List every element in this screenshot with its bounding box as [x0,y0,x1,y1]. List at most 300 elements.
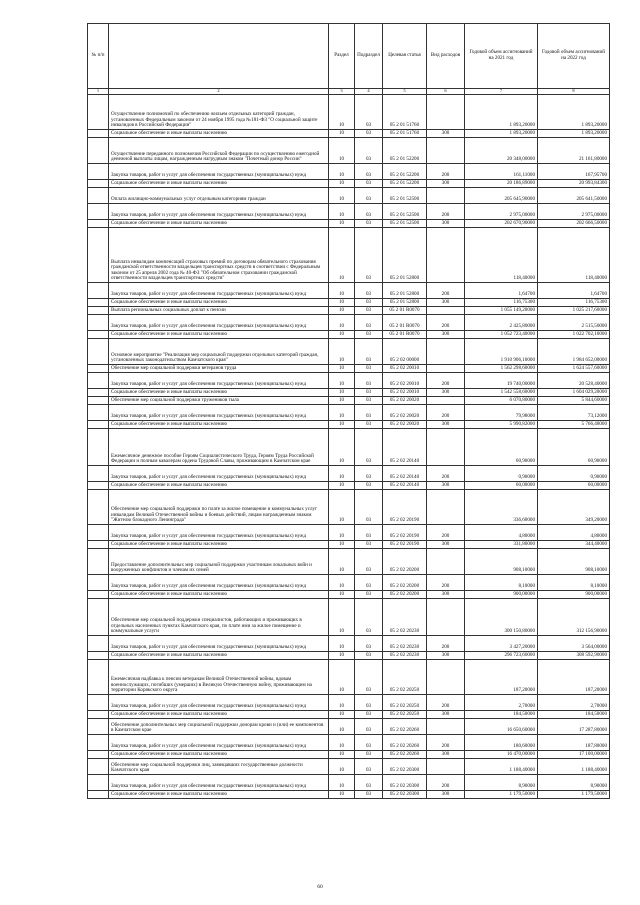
row-celevaya: 05 2 01 52200 [383,164,427,180]
row-2022: 1 984 652,00000 [538,339,610,365]
header-2021: Годовой объем ассигнований на 2021 год [465,24,538,89]
row-razdel: 10 [329,549,355,575]
row-podrazdel: 03 [355,775,383,791]
row-2021: 205 645,90000 [465,188,538,204]
table-row [88,397,610,405]
table-row [88,373,610,389]
row-razdel: 10 [329,130,355,138]
table-row [88,575,610,591]
row-celevaya: 05 2 02 20010 [383,365,427,373]
row-2021: 180,60000 [465,735,538,751]
row-razdel: 10 [329,652,355,660]
row-podrazdel: 03 [355,339,383,365]
row-num [88,164,109,180]
row-2022: 187,20000 [538,660,610,695]
table-row [88,164,610,180]
row-2022: 1 179,50000 [538,791,610,799]
row-celevaya: 05 2 02 20190 [383,490,427,525]
table-row [88,599,610,636]
row-num [88,591,109,599]
row-2022: 167,95700 [538,164,610,180]
row-podrazdel: 03 [355,220,383,228]
row-num [88,759,109,775]
header-num: № п/п [88,24,109,89]
row-num [88,228,109,283]
row-vid: 300 [427,652,465,660]
row-2022: 184,50000 [538,711,610,719]
row-num [88,130,109,138]
row-vid: 200 [427,525,465,541]
header-vid: Вид расходов [427,24,465,89]
budget-table-sheet [87,23,609,799]
row-2022: 17 287,80000 [538,719,610,735]
col-index: 4 [355,89,383,95]
row-podrazdel: 03 [355,95,383,130]
row-2022: 900,00000 [538,591,610,599]
row-name: Ежемесячное денежное пособие Героям Социалистического Труда, Героям Труда Российской Федерации и полным кавалерам ордена Трудовой Славы, проживающим в Камчатском крае [109,429,329,466]
row-vid [427,719,465,735]
row-razdel: 10 [329,695,355,711]
row-name: Закупка товаров, работ и услуг для обеспечения государственных (муниципальных) нужд [109,525,329,541]
row-razdel: 10 [329,373,355,389]
row-2021: 4,80000 [465,525,538,541]
row-num [88,541,109,549]
row-podrazdel: 03 [355,405,383,421]
row-2022: 1 022 702,10000 [538,331,610,339]
row-num [88,299,109,307]
row-name: Закупка товаров, работ и услуг для обеспечения государственных (муниципальных) нужд [109,283,329,299]
row-celevaya: 05 2 02 20140 [383,429,427,466]
row-razdel: 10 [329,719,355,735]
row-name: Социальное обеспечение и иные выплаты населению [109,331,329,339]
row-podrazdel: 03 [355,204,383,220]
table-row [88,759,610,775]
row-celevaya: 05 2 02 20190 [383,525,427,541]
row-vid: 300 [427,541,465,549]
row-name: Выплата региональных социальных доплат к пенсии [109,307,329,315]
row-name: Социальное обеспечение и иные выплаты населению [109,652,329,660]
row-2021: 1 052 723,40000 [465,331,538,339]
row-num [88,331,109,339]
table-row [88,228,610,283]
row-num [88,652,109,660]
row-num [88,711,109,719]
row-podrazdel: 03 [355,365,383,373]
row-razdel: 10 [329,751,355,759]
row-vid: 200 [427,735,465,751]
row-razdel: 10 [329,365,355,373]
row-name: Ежемесячная надбавка к пенсии ветеранам Великой Отечественной войны, вдовам военнослужащих, погибших (умерших) в Великую Отечественную войну, проживающим на территории Корякского округа [109,660,329,695]
table-row [88,719,610,735]
row-2022: 1,64700 [538,283,610,299]
row-num [88,180,109,188]
row-vid [427,599,465,636]
row-celevaya: 05 2 01 51760 [383,130,427,138]
row-vid [427,397,465,405]
row-num [88,405,109,421]
row-2021: 116,75300 [465,299,538,307]
page-number: 60 [317,884,323,890]
row-razdel: 10 [329,299,355,307]
row-2022: 1 025 217,60000 [538,307,610,315]
row-name: Социальное обеспечение и иные выплаты населению [109,751,329,759]
row-name: Осуществление переданного полномочия Российской Федерации по осуществлению ежегодной денежной выплаты лицам, награжденным нагрудным знаком "Почетный донор России" [109,138,329,164]
row-2021: 2 975,00000 [465,204,538,220]
row-razdel: 10 [329,482,355,490]
table-row [88,421,610,429]
row-celevaya: 05 2 01 52800 [383,283,427,299]
row-celevaya: 05 2 02 20190 [383,541,427,549]
row-2021: 300 150,80000 [465,599,538,636]
table-row [88,591,610,599]
row-name: Обеспечение мер социальной поддержки лиц, замещавших государственные должности Камчатского края [109,759,329,775]
header-celevaya: Целевая статья [383,24,427,89]
table-row [88,339,610,365]
row-num [88,421,109,429]
row-podrazdel: 03 [355,549,383,575]
row-celevaya: 05 2 02 20140 [383,482,427,490]
row-razdel: 10 [329,389,355,397]
row-razdel: 10 [329,490,355,525]
row-podrazdel: 03 [355,466,383,482]
row-name: Социальное обеспечение и иные выплаты населению [109,591,329,599]
row-celevaya: 05 2 02 20250 [383,660,427,695]
row-podrazdel: 03 [355,315,383,331]
table-row [88,660,610,695]
row-2021: 16 470,00000 [465,751,538,759]
row-2022: 205 641,50000 [538,188,610,204]
row-vid: 300 [427,421,465,429]
row-2021: 3 427,20000 [465,636,538,652]
row-2021: 908,10000 [465,549,538,575]
row-razdel: 10 [329,405,355,421]
row-razdel: 10 [329,575,355,591]
table-row [88,405,610,421]
row-2022: 349,20000 [538,490,610,525]
row-2021: 900,00000 [465,591,538,599]
row-celevaya: 05 2 01 R0070 [383,331,427,339]
row-2021: 187,20000 [465,660,538,695]
row-2021: 6 070,80000 [465,397,538,405]
row-name: Закупка товаров, работ и услуг для обеспечения государственных (муниципальных) нужд [109,164,329,180]
row-name: Закупка товаров, работ и услуг для обеспечения государственных (муниципальных) нужд [109,636,329,652]
row-razdel: 10 [329,164,355,180]
row-razdel: 10 [329,339,355,365]
row-2022: 20 993,84300 [538,180,610,188]
row-razdel: 10 [329,591,355,599]
row-podrazdel: 03 [355,735,383,751]
row-celevaya: 05 2 02 20140 [383,466,427,482]
row-num [88,307,109,315]
row-2021: 1 188,40000 [465,759,538,775]
table-row [88,365,610,373]
row-2021: 19 740,00000 [465,373,538,389]
header-podrazdel: Подраздел [355,24,383,89]
row-name: Социальное обеспечение и иные выплаты населению [109,180,329,188]
row-podrazdel: 03 [355,599,383,636]
row-num [88,599,109,636]
row-podrazdel: 03 [355,373,383,389]
row-2022: 1 893,20000 [538,95,610,130]
row-razdel: 10 [329,541,355,549]
col-index: 3 [329,89,355,95]
row-podrazdel: 03 [355,660,383,695]
row-num [88,339,109,365]
row-name: Закупка товаров, работ и услуг для обеспечения государственных (муниципальных) нужд [109,775,329,791]
row-num [88,751,109,759]
row-celevaya: 05 2 01 R0070 [383,307,427,315]
header-name [109,24,329,89]
row-podrazdel: 03 [355,791,383,799]
row-razdel: 10 [329,307,355,315]
table-row [88,331,610,339]
row-razdel: 10 [329,711,355,719]
row-vid: 200 [427,315,465,331]
row-vid [427,429,465,466]
col-index: 1 [88,89,109,95]
table-row [88,180,610,188]
row-2022: 20 528,40000 [538,373,610,389]
row-podrazdel: 03 [355,228,383,283]
row-name: Основное мероприятие "Реализация мер социальной поддержки отдельных категорий граждан, установленных законодательством Камчатского края" [109,339,329,365]
row-2022: 1 188,40000 [538,759,610,775]
row-name: Закупка товаров, работ и услуг для обеспечения государственных (муниципальных) нужд [109,695,329,711]
row-name: Обеспечение мер социальной поддержки по плате за жилое помещение и коммунальных услуг инвалидам Великой Отечественной войны и боевых действий, лицам награжденным знаком "Жителю блокадного Ленинграда" [109,490,329,525]
col-index: 2 [109,89,329,95]
row-2021: 8,10000 [465,575,538,591]
row-2022: 202 666,50000 [538,220,610,228]
row-celevaya: 05 2 02 20250 [383,711,427,719]
row-2022: 187,80000 [538,735,610,751]
row-2022: 2 515,50000 [538,315,610,331]
header-2022: Годовой объем ассигнований на 2022 год [538,24,610,89]
row-celevaya: 05 2 02 20300 [383,759,427,775]
row-num [88,429,109,466]
table-row [88,636,610,652]
row-2021: 118,40000 [465,228,538,283]
table-row [88,541,610,549]
row-2022: 312 156,90000 [538,599,610,636]
row-celevaya: 05 2 02 20200 [383,575,427,591]
row-podrazdel: 03 [355,331,383,339]
row-2022: 1 624 557,60000 [538,365,610,373]
row-2021: 60,00000 [465,482,538,490]
col-index: 5 [383,89,427,95]
row-vid [427,365,465,373]
table-row [88,188,610,204]
table-row [88,549,610,575]
row-2021: 1 910 906,10000 [465,339,538,365]
row-podrazdel: 03 [355,575,383,591]
row-vid [427,759,465,775]
row-2022: 21 161,80000 [538,138,610,164]
row-num [88,365,109,373]
row-podrazdel: 03 [355,652,383,660]
row-celevaya: 05 2 02 20250 [383,695,427,711]
row-name: Обеспечение мер социальной поддержки специалистов, работающих и проживающих в отдельных населенных пунктах Камчатского края, по плате ими за жилое помещение и коммунальные услуги [109,599,329,636]
row-celevaya: 05 2 02 20010 [383,373,427,389]
row-celevaya: 05 2 01 52500 [383,188,427,204]
row-podrazdel: 03 [355,482,383,490]
row-razdel: 10 [329,660,355,695]
row-celevaya: 05 2 02 20020 [383,421,427,429]
row-vid: 300 [427,591,465,599]
row-name: Обеспечение дополнительных мер социальной поддержки донорам крови и (или) ее компонентов в Камчатском крае [109,719,329,735]
table-row [88,775,610,791]
row-podrazdel: 03 [355,283,383,299]
table-row [88,130,610,138]
row-vid: 200 [427,204,465,220]
row-celevaya: 05 2 02 20230 [383,652,427,660]
row-2022: 3 564,00000 [538,636,610,652]
table-row [88,482,610,490]
row-vid: 200 [427,283,465,299]
row-razdel: 10 [329,315,355,331]
row-vid [427,660,465,695]
row-podrazdel: 03 [355,164,383,180]
row-num [88,138,109,164]
row-num [88,775,109,791]
row-podrazdel: 03 [355,130,383,138]
row-podrazdel: 03 [355,759,383,775]
col-index: 7 [465,89,538,95]
row-num [88,735,109,751]
table-row [88,751,610,759]
row-name: Закупка товаров, работ и услуг для обеспечения государственных (муниципальных) нужд [109,735,329,751]
row-vid: 200 [427,695,465,711]
row-num [88,220,109,228]
row-vid [427,549,465,575]
row-num [88,575,109,591]
table-row [88,652,610,660]
row-name: Обеспечение мер социальной поддержки ветеранов труда [109,365,329,373]
row-celevaya: 05 2 02 20230 [383,599,427,636]
row-2022: 2,70000 [538,695,610,711]
row-name: Оплата жилищно-коммунальных услуг отдельным категориям граждан [109,188,329,204]
row-2021: 1 893,20000 [465,130,538,138]
row-podrazdel: 03 [355,541,383,549]
row-name: Осуществление полномочий по обеспечению жильем отдельных категорий граждан, установленных Федеральным законом от 24 ноября 1995 года №181-ФЗ "О социальной защите инвалидов в Российской Федерации" [109,95,329,130]
table-row [88,95,610,130]
row-celevaya: 05 2 02 20260 [383,719,427,735]
row-vid [427,307,465,315]
row-celevaya: 05 2 02 20200 [383,549,427,575]
row-2021: 161,11000 [465,164,538,180]
row-num [88,660,109,695]
row-razdel: 10 [329,331,355,339]
row-2021: 1 562 298,60000 [465,365,538,373]
row-2021: 1,64700 [465,283,538,299]
row-2021: 0,90000 [465,466,538,482]
row-celevaya: 05 2 01 51760 [383,95,427,130]
row-2021: 2 425,80000 [465,315,538,331]
row-podrazdel: 03 [355,751,383,759]
row-2022: 60,90000 [538,429,610,466]
row-num [88,490,109,525]
row-razdel: 10 [329,180,355,188]
row-2021: 1 542 558,60000 [465,389,538,397]
row-razdel: 10 [329,429,355,466]
row-2021: 1 055 149,20000 [465,307,538,315]
row-2021: 8,90000 [465,775,538,791]
table-row [88,220,610,228]
row-num [88,283,109,299]
row-razdel: 10 [329,775,355,791]
row-2021: 20 348,00000 [465,138,538,164]
row-vid: 300 [427,220,465,228]
row-vid: 300 [427,331,465,339]
row-celevaya: 05 2 01 52500 [383,204,427,220]
table-body [88,95,610,799]
row-vid: 300 [427,751,465,759]
row-razdel: 10 [329,228,355,283]
row-vid: 200 [427,466,465,482]
row-num [88,695,109,711]
row-name: Обеспечение мер социальной поддержки тружеников тыла [109,397,329,405]
header-razdel: Раздел [329,24,355,89]
row-2021: 336,60000 [465,490,538,525]
row-num [88,482,109,490]
row-podrazdel: 03 [355,591,383,599]
row-2021: 2,70000 [465,695,538,711]
row-name: Предоставление дополнительных мер социальной поддержки участникам локальных войн и вооруженных конфликтов и членам их семей [109,549,329,575]
table-row [88,429,610,466]
row-num [88,466,109,482]
row-razdel: 10 [329,204,355,220]
row-2022: 73,12000 [538,405,610,421]
row-2022: 5 766,48000 [538,421,610,429]
row-podrazdel: 03 [355,180,383,188]
row-razdel: 10 [329,138,355,164]
row-name: Закупка товаров, работ и услуг для обеспечения государственных (муниципальных) нужд [109,204,329,220]
row-2021: 16 650,60000 [465,719,538,735]
row-2022: 0,90000 [538,466,610,482]
row-celevaya: 05 2 02 00000 [383,339,427,365]
row-2022: 1 893,20000 [538,130,610,138]
row-celevaya: 05 2 01 52500 [383,220,427,228]
row-celevaya: 05 2 02 20020 [383,397,427,405]
row-vid [427,490,465,525]
table-row [88,307,610,315]
row-celevaya: 05 2 01 52200 [383,138,427,164]
row-num [88,549,109,575]
table-row [88,695,610,711]
col-index: 6 [427,89,465,95]
row-vid: 300 [427,389,465,397]
row-2022: 2 975,00000 [538,204,610,220]
row-vid: 300 [427,180,465,188]
row-num [88,791,109,799]
row-name: Социальное обеспечение и иные выплаты населению [109,541,329,549]
row-razdel: 10 [329,466,355,482]
row-num [88,525,109,541]
row-num [88,373,109,389]
row-2021: 79,98000 [465,405,538,421]
row-podrazdel: 03 [355,299,383,307]
row-name: Социальное обеспечение и иные выплаты населению [109,130,329,138]
row-celevaya: 05 2 02 20020 [383,405,427,421]
row-num [88,389,109,397]
row-2021: 202 670,90000 [465,220,538,228]
row-2022: 344,40000 [538,541,610,549]
row-celevaya: 05 2 02 20260 [383,735,427,751]
row-podrazdel: 03 [355,490,383,525]
row-celevaya: 05 2 02 20300 [383,775,427,791]
row-2022: 5 844,60000 [538,397,610,405]
row-name: Социальное обеспечение и иные выплаты населению [109,220,329,228]
row-podrazdel: 03 [355,719,383,735]
row-2022: 4,80000 [538,525,610,541]
